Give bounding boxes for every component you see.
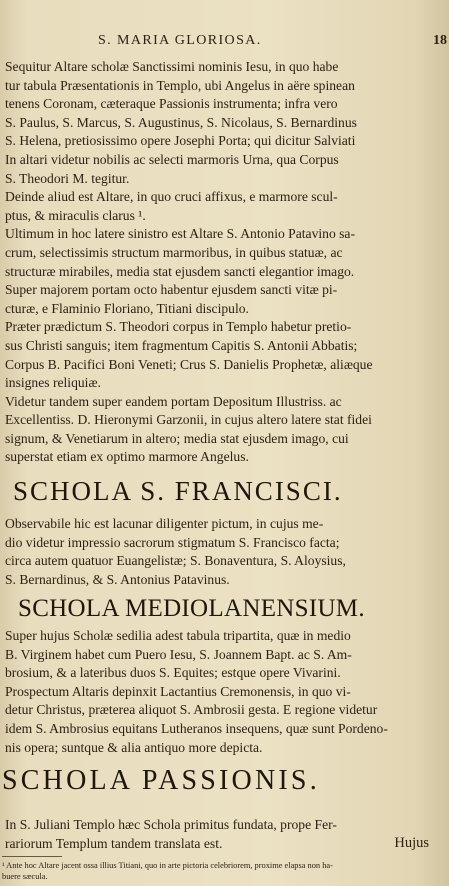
text-line: insignes reliquiæ.	[5, 375, 101, 391]
running-title: S. MARIA GLORIOSA.	[98, 33, 262, 48]
page-number: 18	[433, 33, 447, 48]
text-line: Prospectum Altaris depinxit Lactantius Cremonensis, in quo vi-	[5, 683, 351, 699]
text-line: cturæ, e Flaminio Floriano, Titiani discipulo.	[5, 300, 249, 316]
catchword: Hujus	[394, 835, 429, 851]
body-text-mediolanensium	[5, 627, 449, 757]
text-line: crum, selectissimis structum marmoribus, in quibus statuæ, ac	[5, 244, 343, 260]
text-line: nis opera; suntque & alia antiquo more depicta.	[5, 739, 263, 755]
text-line: Deinde aliud est Altare, in quo cruci affixus, e marmore scul-	[5, 189, 338, 205]
body-text-passionis	[5, 816, 449, 853]
text-line: circa autem quatuor Euangelistæ; S. Bonaventura, S. Aloysius,	[5, 553, 346, 569]
text-line: sus Christi sanguis; item fragmentum Capitis S. Antonii Abbatis;	[5, 337, 358, 353]
section-heading-francisci: SCHOLA S. FRANCISCI.	[13, 476, 343, 506]
running-header	[0, 33, 449, 51]
section-heading-mediolanensium: SCHOLA MEDIOLANENSIUM.	[18, 595, 365, 622]
text-line: brosium, & a lateribus duos S. Equites; estque opere Vivarini.	[5, 665, 341, 681]
text-line: dio videtur impressio sacrorum stigmatum S. Francisco facta;	[5, 534, 340, 550]
text-line: structuræ mirabiles, media stat ejusdem sancti elegantior imago.	[5, 263, 355, 279]
text-line: detur Christus, præterea aliquot S. Ambrosii gesta. E regione videtur	[5, 702, 378, 718]
text-line: rariorum Templum tandem translata est.	[5, 835, 223, 851]
text-line: Sequitur Altare scholæ Sanctissimi nominis Iesu, in quo habe	[5, 59, 339, 74]
text-line: B. Virginem habet cum Puero Iesu, S. Joannem Bapt. ac S. Am-	[5, 646, 352, 662]
text-line: Ultimum in hoc latere sinistro est Altare S. Antonio Patavino sa-	[5, 226, 355, 242]
footnote	[2, 860, 449, 882]
text-line: signum, & Venetiarum in altero; media stat ejusdem imago, cui	[5, 430, 349, 446]
body-text-main	[5, 58, 449, 467]
text-line: tenens Coronam, cæteraque Passionis instrumenta; infra vero	[5, 96, 338, 112]
text-line: S. Theodori M. tegitur.	[5, 170, 130, 186]
text-line: superstat etiam ex optimo marmore Angelus.	[5, 449, 249, 465]
text-line: idem S. Ambrosius equitans Lutheranos insequens, quæ sunt Pordeno-	[5, 720, 388, 736]
body-text-francisci	[5, 515, 449, 589]
text-line: tur tabula Præsentationis in Templo, ubi Angelus in aëre spinean	[5, 77, 355, 93]
text-line: ptus, & miraculis clarus ¹.	[5, 207, 146, 223]
text-line: Observabile hic est lacunar diligenter pictum, in cujus me-	[5, 516, 324, 531]
text-line: Præter prædictum S. Theodori corpus in Templo habetur pretio-	[5, 319, 352, 335]
footnote-line: buere sæcula.	[2, 872, 48, 881]
footnote-line: ¹ Ante hoc Altare jacent ossa illius Titiani, quo in arte pictoria celebriorem, proxime elapsa non ha-	[2, 861, 333, 870]
text-line: In altari videtur nobilis ac selecti marmoris Urna, qua Corpus	[5, 151, 339, 167]
text-line: Excellentiss. D. Hieronymi Garzonii, in cujus altero latere stat fidei	[5, 412, 372, 428]
text-line: S. Paulus, S. Marcus, S. Augustinus, S. Nicolaus, S. Bernardinus	[5, 114, 357, 130]
section-heading-passionis: SCHOLA PASSIONIS.	[2, 765, 320, 796]
text-line: S. Helena, pretiosissimo opere Josephi Porta; qui dicitur Salviati	[5, 133, 356, 149]
text-line: In S. Juliani Templo hæc Schola primitus fundata, prope Fer-	[5, 817, 337, 832]
text-line: Corpus B. Pacifici Boni Veneti; Crus S. Danielis Prophetæ, aliæque	[5, 356, 373, 372]
text-line: Videtur tandem super eandem portam Depositum Illustriss. ac	[5, 393, 342, 409]
text-line: S. Bernardinus, & S. Antonius Patavinus.	[5, 571, 230, 587]
text-line: Super majorem portam octo habentur ejusdem sancti vitæ pi-	[5, 282, 338, 298]
footnote-rule	[2, 856, 62, 857]
text-line: Super hujus Scholæ sedilia adest tabula tripartita, quæ in medio	[5, 628, 351, 643]
